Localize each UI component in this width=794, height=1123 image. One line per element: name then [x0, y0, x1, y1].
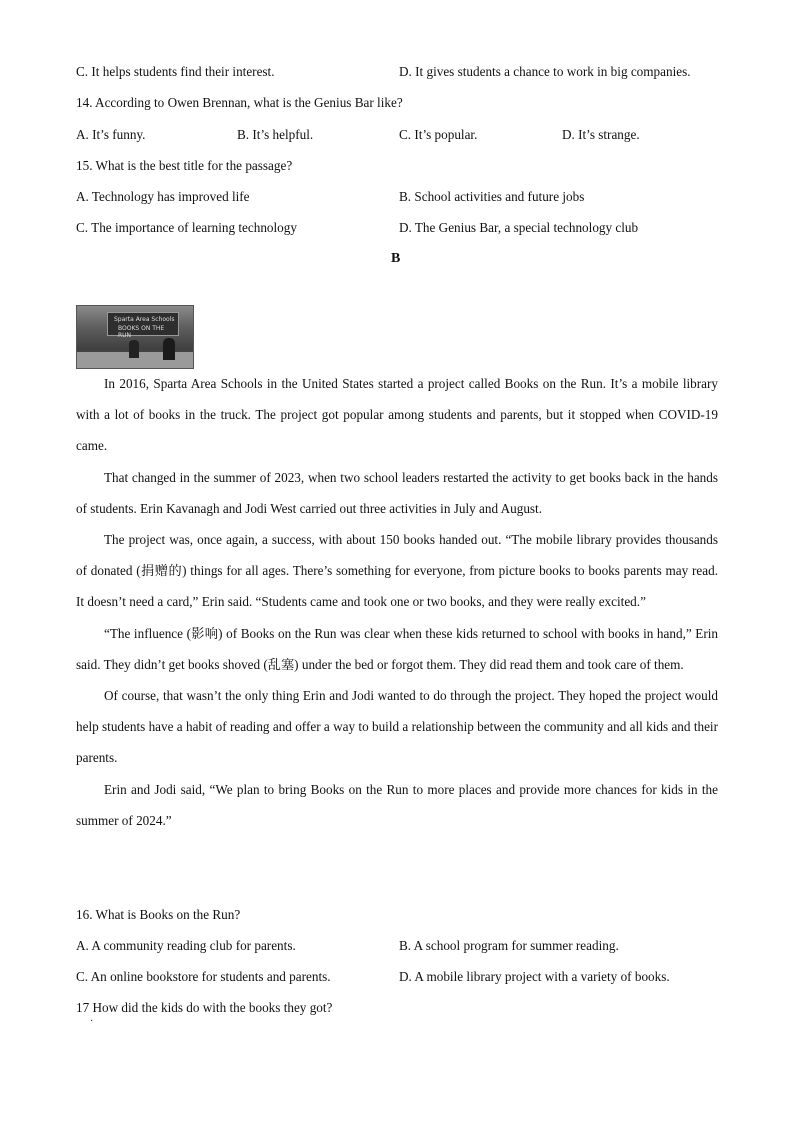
photo-person	[129, 340, 139, 358]
q16-option-d: D. A mobile library project with a variety of books.	[399, 969, 670, 984]
q14-option-d: D. It’s strange.	[562, 127, 640, 142]
photo-sign-line1: Sparta Area Schools	[114, 316, 175, 323]
q15-option-a: A. Technology has improved life	[76, 189, 250, 204]
q14-option-b: B. It’s helpful.	[237, 127, 314, 142]
q15-option-c: C. The importance of learning technology	[76, 220, 297, 235]
passage-body	[76, 368, 718, 836]
q14-option-c: C. It’s popular.	[399, 127, 478, 142]
photo-sign	[107, 312, 179, 339]
q15-option-b: B. School activities and future jobs	[399, 189, 585, 204]
photo-sign-line2: BOOKS ON THE RUN	[118, 325, 165, 339]
q16-stem: 16. What is Books on the Run?	[76, 907, 241, 922]
stray-mark: ·	[90, 1016, 94, 1027]
q14-option-a: A. It’s funny.	[76, 127, 146, 142]
q14-stem: 14. According to Owen Brennan, what is the Genius Bar like?	[76, 95, 403, 110]
passage-photo	[76, 305, 194, 369]
passage-paragraph: Of course, that wasn’t the only thing Erin and Jodi wanted to do through the project. They hoped the project would help students have a habit of reading and offer a way to build a relationship between the community and all kids and their parents.	[76, 688, 718, 766]
passage-paragraph: The project was, once again, a success, with about 150 books handed out. “The mobile library provides thousands of donated (捐赠的) things for all ages. There’s something for everyone, from picture books to books parents may read. It doesn’t need a card,” Erin said. “Students came and took one or two books, and they were really excited.”	[76, 532, 718, 610]
photo-person	[163, 338, 175, 360]
q16-option-c: C. An online bookstore for students and parents.	[76, 969, 331, 984]
passage-paragraph: Erin and Jodi said, “We plan to bring Books on the Run to more places and provide more chances for kids in the summer of 2024.”	[76, 781, 718, 828]
q13-option-c: C. It helps students find their interest.	[76, 64, 275, 79]
q16-option-b: B. A school program for summer reading.	[399, 938, 619, 953]
section-heading: B	[391, 251, 401, 266]
q15-stem: 15. What is the best title for the passage?	[76, 158, 293, 173]
passage-paragraph: In 2016, Sparta Area Schools in the United States started a project called Books on the Run. It’s a mobile library with a lot of books in the truck. The project got popular among students and parents, but it stopped when COVID-19 came.	[76, 376, 718, 454]
passage-paragraph: That changed in the summer of 2023, when two school leaders restarted the activity to get books back in the hands of students. Erin Kavanagh and Jodi West carried out three activities in July and August.	[76, 469, 718, 516]
q15-option-d: D. The Genius Bar, a special technology club	[399, 220, 639, 235]
q13-option-d: D. It gives students a chance to work in big companies.	[399, 64, 691, 79]
passage-paragraph: “The influence (影响) of Books on the Run was clear when these kids returned to school with books in hand,” Erin said. They didn’t get books shoved (乱塞) under the bed or forgot them. They did read them and took care of them.	[76, 625, 718, 672]
q17-stem: 17 How did the kids do with the books they got?	[76, 1000, 333, 1015]
q16-option-a: A. A community reading club for parents.	[76, 938, 296, 953]
